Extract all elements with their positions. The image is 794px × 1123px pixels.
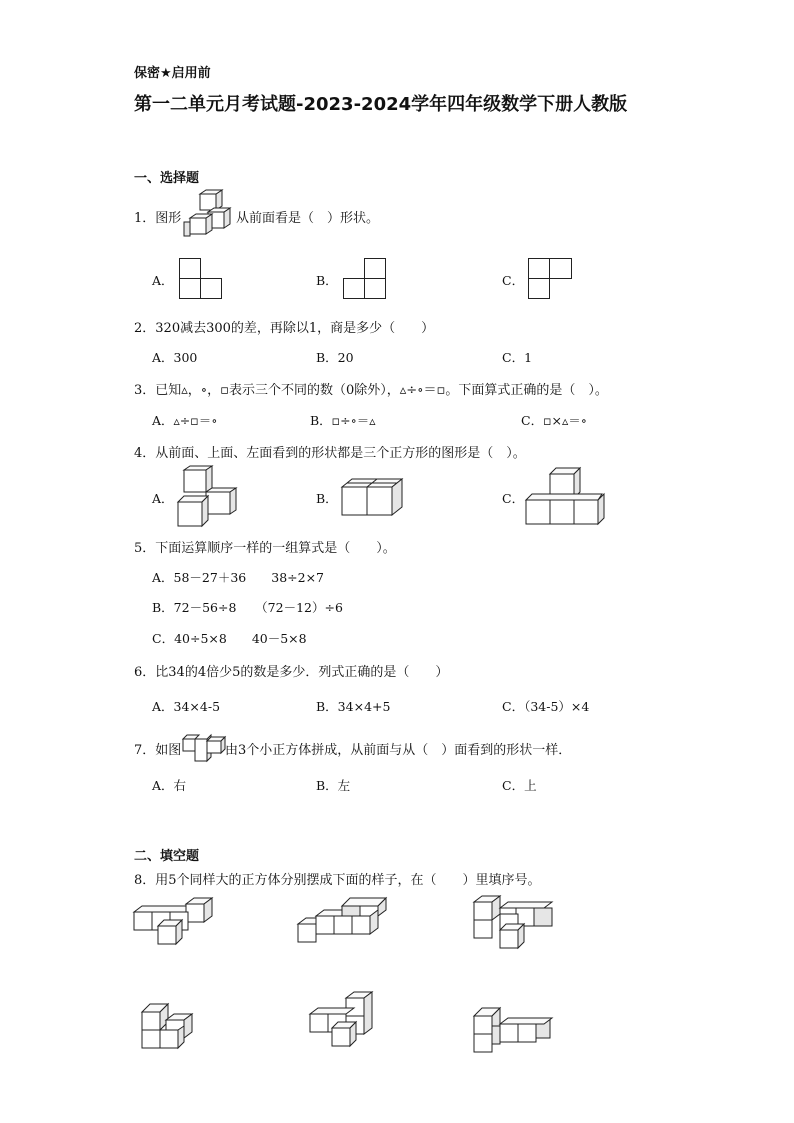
question-6-option-c[interactable]: C．（34-5）×4 <box>502 699 590 714</box>
question-3-text: 3．已知▵，∘，▫表示三个不同的数（0除外），▵÷∘＝▫。下面算式正确的是（ ）。 <box>134 383 608 398</box>
section-heading-choice: 一、选择题 <box>134 171 200 186</box>
question-6-option-a[interactable]: A．34×4-5 <box>152 699 221 714</box>
question-4-option-a-figure[interactable] <box>176 466 238 528</box>
question-2-option-c[interactable]: C．1 <box>502 350 533 365</box>
question-1-prefix: 1．图形 <box>134 211 182 226</box>
question-7-text: 由3个小正方体拼成，从前面与从（ ）面看到的形状一样． <box>225 743 572 758</box>
question-1-option-c-label[interactable]: C． <box>502 273 525 288</box>
question-3-option-a[interactable]: A．▵÷▫＝∘ <box>152 413 218 428</box>
question-8-figure-6 <box>472 1006 554 1056</box>
question-1-text: 从前面看是（ ）形状。 <box>236 211 380 226</box>
question-5-option-c[interactable]: C．40÷5×8 40－5×8 <box>152 631 307 646</box>
question-1-option-a-figure[interactable] <box>179 258 223 300</box>
question-6-option-b[interactable]: B．34×4+5 <box>316 699 391 714</box>
question-4-text: 4．从前面、上面、左面看到的形状都是三个正方形的图形是（ ）。 <box>134 446 526 461</box>
question-1-option-a-label[interactable]: A． <box>152 273 174 288</box>
question-7-cube-figure <box>181 731 227 763</box>
question-4-option-a-label[interactable]: A． <box>152 491 174 506</box>
question-3-option-b[interactable]: B．▫÷∘＝▵ <box>310 413 376 428</box>
question-1-cube-figure <box>184 192 236 238</box>
question-8-figure-3 <box>472 894 554 950</box>
question-8-figure-2 <box>298 898 388 946</box>
question-4-option-c-label[interactable]: C． <box>502 491 525 506</box>
question-2-option-a[interactable]: A．300 <box>152 350 198 365</box>
question-1-option-b-figure[interactable] <box>343 258 387 300</box>
question-3-option-c[interactable]: C．▫×▵＝∘ <box>521 413 587 428</box>
question-7-prefix: 7．如图 <box>134 743 182 758</box>
question-7-option-c[interactable]: C．上 <box>502 778 537 793</box>
section-heading-fill: 二、填空题 <box>134 849 200 864</box>
question-8-figure-4 <box>140 1002 196 1052</box>
page-title: 第一二单元月考试题-2023-2024学年四年级数学下册人教版 <box>134 94 628 115</box>
question-5-option-b[interactable]: B．72－56÷8 （72－12）÷6 <box>152 600 343 615</box>
question-5-option-a[interactable]: A．58－27＋36 38÷2×7 <box>152 570 325 585</box>
question-4-option-b-label[interactable]: B． <box>316 491 338 506</box>
question-7-option-b[interactable]: B．左 <box>316 778 351 793</box>
question-2-option-b[interactable]: B．20 <box>316 350 354 365</box>
question-2-text: 2．320减去300的差，再除以1，商是多少（ ） <box>134 321 435 336</box>
question-1-option-c-figure[interactable] <box>528 258 574 300</box>
confidential-label: 保密★启用前 <box>134 66 211 81</box>
question-5-text: 5．下面运算顺序一样的一组算式是（ ）。 <box>134 541 396 556</box>
question-1-option-b-label[interactable]: B． <box>316 273 338 288</box>
question-8-figure-5 <box>308 990 378 1048</box>
question-4-option-b-figure[interactable] <box>340 477 404 517</box>
question-7-option-a[interactable]: A．右 <box>152 778 187 793</box>
question-8-figure-1 <box>132 898 214 948</box>
question-6-text: 6．比34的4倍少5的数是多少．列式正确的是（ ） <box>134 665 449 680</box>
question-4-option-c-figure[interactable] <box>526 468 606 526</box>
question-8-text: 8．用5个同样大的正方体分别摆成下面的样子，在（ ）里填序号。 <box>134 873 541 888</box>
